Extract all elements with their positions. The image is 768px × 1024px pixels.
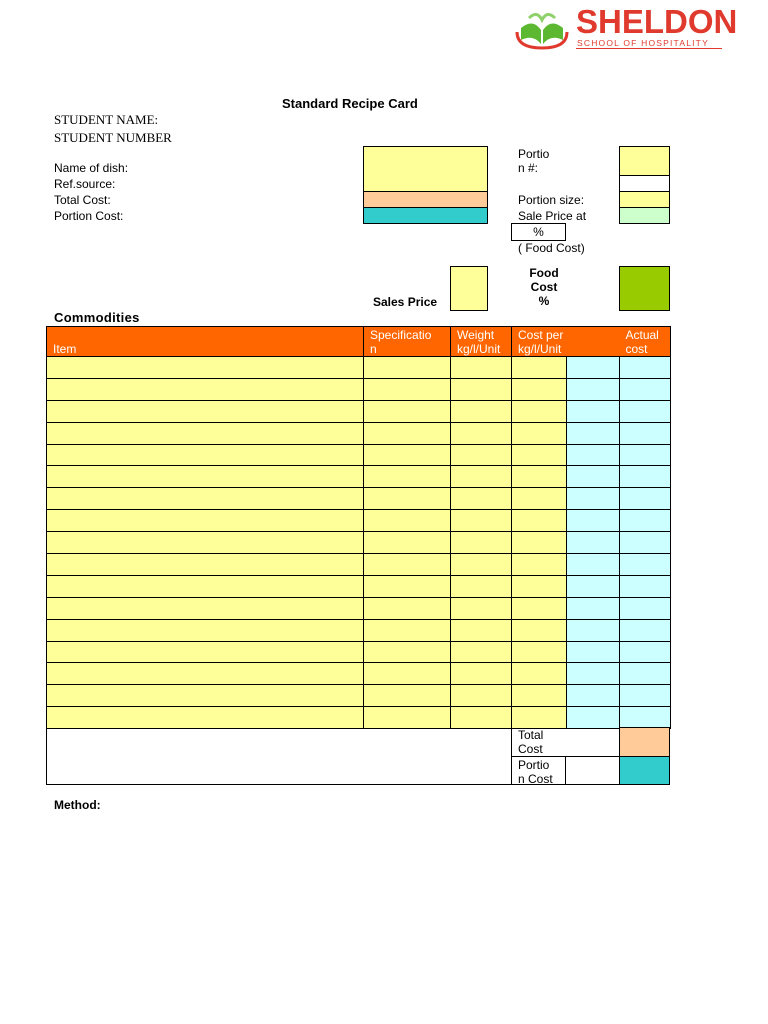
- cell-cost-per[interactable]: [512, 554, 567, 576]
- cell-cost-per[interactable]: [512, 400, 567, 422]
- cell-item[interactable]: [47, 554, 364, 576]
- table-row: [47, 532, 671, 554]
- cell-calc[interactable]: [567, 663, 620, 685]
- cell-weight[interactable]: [451, 444, 512, 466]
- cell-specification[interactable]: [364, 466, 451, 488]
- cell-specification[interactable]: [364, 707, 451, 729]
- cell-actual-cost[interactable]: [620, 532, 671, 554]
- cell-specification[interactable]: [364, 510, 451, 532]
- sale-price-at-label: Sale Price at: [518, 209, 587, 223]
- cell-item[interactable]: [47, 532, 364, 554]
- method-label: Method:: [54, 798, 101, 812]
- table-header-row: [47, 327, 671, 357]
- cell-cost-per[interactable]: [512, 444, 567, 466]
- cell-weight[interactable]: [451, 510, 512, 532]
- cell-weight[interactable]: [451, 663, 512, 685]
- cell-item[interactable]: [47, 488, 364, 510]
- food-cost-pct-label: Food Cost %: [529, 266, 559, 308]
- cell-actual-cost[interactable]: [620, 663, 671, 685]
- food-cost-percent-input[interactable]: %: [511, 223, 566, 241]
- table-row: [47, 707, 671, 729]
- dish-name-input[interactable]: [363, 146, 488, 192]
- portion-number-label: Portio n #:: [518, 147, 550, 175]
- cell-specification[interactable]: [364, 400, 451, 422]
- cell-item[interactable]: [47, 422, 364, 444]
- table-row: [47, 510, 671, 532]
- table-row: [47, 641, 671, 663]
- cell-specification[interactable]: [364, 597, 451, 619]
- food-cost-paren-label: ( Food Cost): [518, 241, 585, 255]
- sales-price-label: Sales Price: [373, 295, 438, 309]
- cell-actual-cost[interactable]: [620, 510, 671, 532]
- table-row: [47, 444, 671, 466]
- cell-item[interactable]: [47, 685, 364, 707]
- cell-item[interactable]: [47, 466, 364, 488]
- cell-cost-per[interactable]: [512, 488, 567, 510]
- cell-weight[interactable]: [451, 466, 512, 488]
- student-name-label: STUDENT NAME:: [54, 112, 159, 127]
- cell-cost-per[interactable]: [512, 597, 567, 619]
- grand-portion-cost-field[interactable]: [619, 756, 670, 785]
- cell-cost-per[interactable]: [512, 575, 567, 597]
- cell-item[interactable]: [47, 444, 364, 466]
- cell-weight[interactable]: [451, 554, 512, 576]
- cell-specification[interactable]: [364, 641, 451, 663]
- cell-calc[interactable]: [567, 466, 620, 488]
- name-of-dish-label: Name of dish:: [54, 161, 129, 175]
- cell-calc[interactable]: [567, 532, 620, 554]
- portion-cost-field[interactable]: [363, 207, 488, 224]
- cell-actual-cost[interactable]: [620, 357, 671, 379]
- cell-specification[interactable]: [364, 532, 451, 554]
- total-cost-label-cell: Total Cost: [511, 726, 566, 757]
- column-header-item: Item: [47, 327, 364, 357]
- cell-cost-per[interactable]: [512, 357, 567, 379]
- table-row: [47, 488, 671, 510]
- portion-number-input[interactable]: [619, 146, 670, 176]
- table-row: [47, 685, 671, 707]
- cell-item[interactable]: [47, 357, 364, 379]
- cell-actual-cost[interactable]: [620, 554, 671, 576]
- page-title: Standard Recipe Card: [282, 96, 418, 111]
- cell-weight[interactable]: [451, 488, 512, 510]
- cell-weight[interactable]: [451, 378, 512, 400]
- cell-calc[interactable]: [567, 400, 620, 422]
- column-header-actual-cost: Actual cost: [620, 327, 671, 357]
- cell-specification[interactable]: [364, 554, 451, 576]
- cell-specification[interactable]: [364, 422, 451, 444]
- cell-specification[interactable]: [364, 444, 451, 466]
- cell-specification[interactable]: [364, 685, 451, 707]
- book-leaf-logo-icon: [515, 8, 569, 50]
- cell-item[interactable]: [47, 707, 364, 729]
- commodities-heading: Commodities: [54, 310, 140, 325]
- cell-actual-cost[interactable]: [620, 575, 671, 597]
- cell-actual-cost[interactable]: [620, 685, 671, 707]
- logo-name: SHELDON: [576, 3, 738, 40]
- sale-price-field[interactable]: [619, 207, 670, 224]
- cell-calc[interactable]: [567, 378, 620, 400]
- cell-specification[interactable]: [364, 488, 451, 510]
- cell-calc[interactable]: [567, 422, 620, 444]
- cell-item[interactable]: [47, 597, 364, 619]
- cell-actual-cost[interactable]: [620, 619, 671, 641]
- portion-size-label: Portion size:: [518, 193, 585, 207]
- cell-actual-cost[interactable]: [620, 641, 671, 663]
- cell-calc[interactable]: [567, 554, 620, 576]
- cell-weight[interactable]: [451, 357, 512, 379]
- cell-weight[interactable]: [451, 597, 512, 619]
- cell-specification[interactable]: [364, 378, 451, 400]
- cell-cost-per[interactable]: [512, 466, 567, 488]
- table-row: [47, 619, 671, 641]
- cell-actual-cost[interactable]: [620, 378, 671, 400]
- column-header-weight: Weight kg/l/Unit: [451, 327, 512, 357]
- cell-actual-cost[interactable]: [620, 488, 671, 510]
- ref-source-label: Ref.source:: [54, 177, 116, 191]
- portion-cost-blank: [565, 756, 620, 785]
- cell-cost-per[interactable]: [512, 532, 567, 554]
- cell-item[interactable]: [47, 641, 364, 663]
- cell-item[interactable]: [47, 575, 364, 597]
- cell-calc[interactable]: [567, 685, 620, 707]
- cell-item[interactable]: [47, 619, 364, 641]
- table-row: [47, 400, 671, 422]
- food-cost-pct-field[interactable]: [619, 266, 670, 311]
- cell-cost-per[interactable]: [512, 663, 567, 685]
- cell-weight[interactable]: [451, 641, 512, 663]
- column-header-specification: Specificatio n: [364, 327, 451, 357]
- total-cost-label: Total Cost:: [54, 193, 111, 207]
- table-row: [47, 422, 671, 444]
- cell-calc[interactable]: [567, 575, 620, 597]
- cell-actual-cost[interactable]: [620, 400, 671, 422]
- table-row: [47, 663, 671, 685]
- grand-total-cost-field[interactable]: [619, 727, 670, 757]
- cell-cost-per[interactable]: [512, 641, 567, 663]
- cell-actual-cost[interactable]: [620, 444, 671, 466]
- portion-size-input[interactable]: [619, 191, 670, 208]
- cell-item[interactable]: [47, 510, 364, 532]
- cell-cost-per[interactable]: [512, 619, 567, 641]
- logo-divider: [576, 48, 722, 49]
- table-row: [47, 597, 671, 619]
- column-header-cost-per: Cost per kg/l/Unit: [512, 327, 567, 357]
- table-row: [47, 378, 671, 400]
- cell-calc[interactable]: [567, 619, 620, 641]
- logo-tagline: SCHOOL OF HOSPITALITY: [577, 38, 709, 48]
- cell-calc[interactable]: [567, 707, 620, 729]
- blank-cell[interactable]: [619, 175, 670, 192]
- cell-specification[interactable]: [364, 663, 451, 685]
- table-row: [47, 575, 671, 597]
- cell-calc[interactable]: [567, 357, 620, 379]
- cell-weight[interactable]: [451, 400, 512, 422]
- cell-cost-per[interactable]: [512, 378, 567, 400]
- cell-weight[interactable]: [451, 619, 512, 641]
- cell-item[interactable]: [47, 400, 364, 422]
- cell-calc[interactable]: [567, 510, 620, 532]
- cell-actual-cost[interactable]: [620, 422, 671, 444]
- portion-cost-label-cell: Portio n Cost: [511, 756, 566, 785]
- table-row: [47, 466, 671, 488]
- cell-cost-per[interactable]: [512, 685, 567, 707]
- cell-item[interactable]: [47, 663, 364, 685]
- cell-weight[interactable]: [451, 707, 512, 729]
- cell-actual-cost[interactable]: [620, 466, 671, 488]
- cell-calc[interactable]: [567, 597, 620, 619]
- portion-cost-label: Portion Cost:: [54, 209, 124, 223]
- cell-calc[interactable]: [567, 444, 620, 466]
- cell-calc[interactable]: [567, 641, 620, 663]
- student-number-label: STUDENT NUMBER: [54, 130, 172, 145]
- cell-actual-cost[interactable]: [620, 707, 671, 729]
- sales-price-input[interactable]: [450, 266, 488, 311]
- cell-actual-cost[interactable]: [620, 597, 671, 619]
- table-row: [47, 357, 671, 379]
- column-header-blank: [567, 327, 620, 357]
- cell-cost-per[interactable]: [512, 510, 567, 532]
- cell-item[interactable]: [47, 378, 364, 400]
- cell-weight[interactable]: [451, 575, 512, 597]
- total-cost-field[interactable]: [363, 191, 488, 208]
- table-row: [47, 554, 671, 576]
- cell-weight[interactable]: [451, 532, 512, 554]
- cell-specification[interactable]: [364, 575, 451, 597]
- cell-specification[interactable]: [364, 619, 451, 641]
- commodities-table: [46, 326, 671, 729]
- cell-calc[interactable]: [567, 488, 620, 510]
- cell-weight[interactable]: [451, 422, 512, 444]
- cell-weight[interactable]: [451, 685, 512, 707]
- cell-cost-per[interactable]: [512, 422, 567, 444]
- cell-specification[interactable]: [364, 357, 451, 379]
